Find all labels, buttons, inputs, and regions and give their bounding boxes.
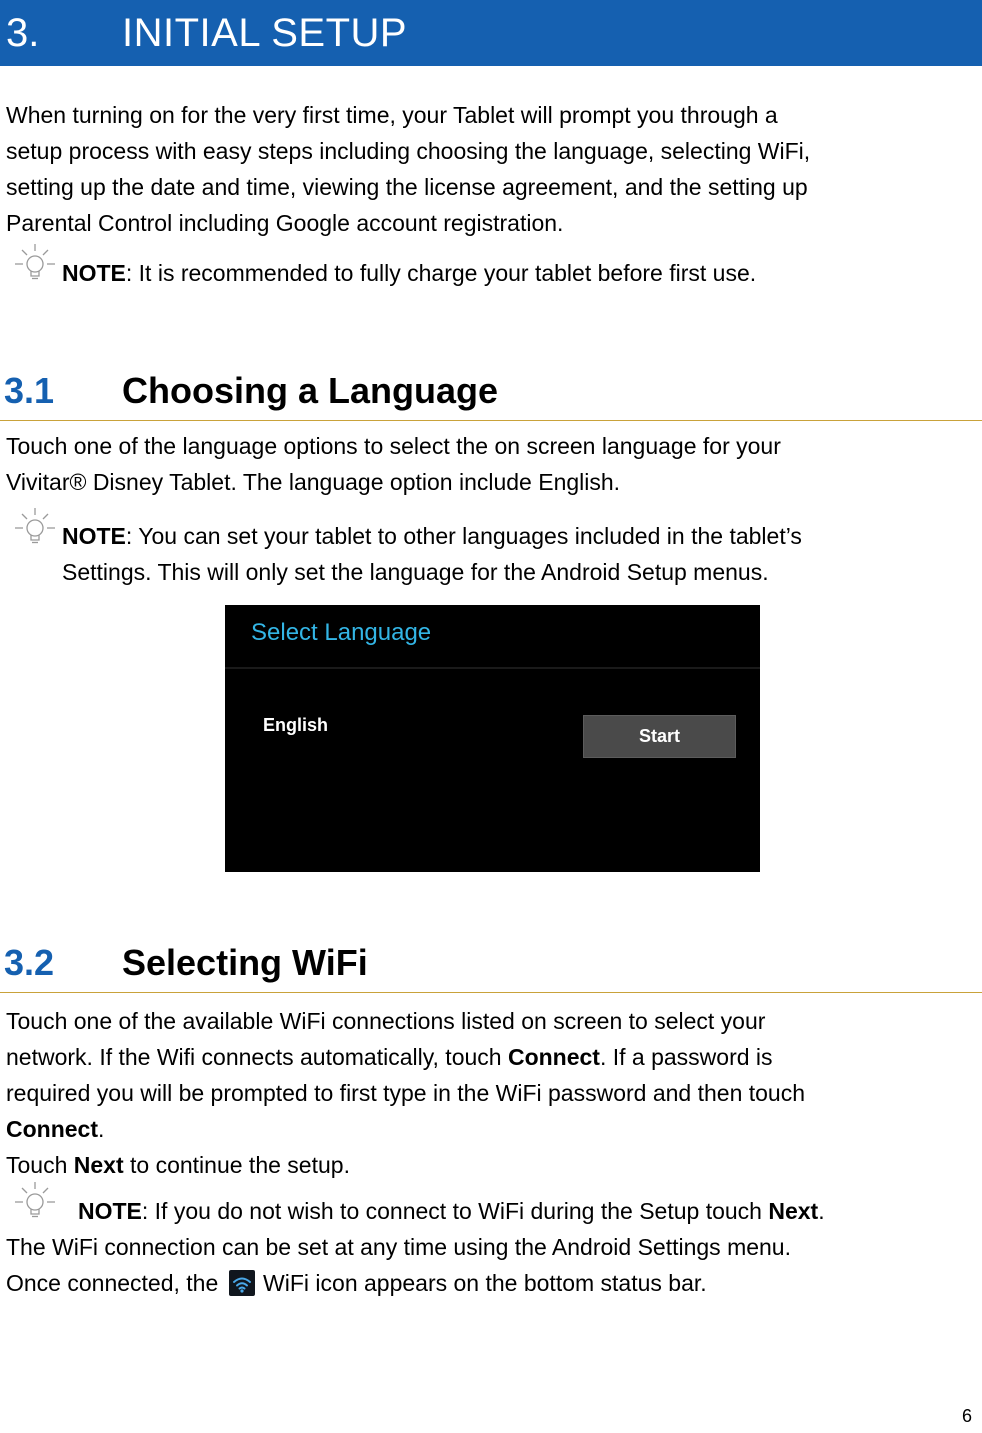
language-option-english[interactable]: English xyxy=(263,715,329,735)
connect-keyword: Connect xyxy=(507,1044,600,1070)
wifi-text: . xyxy=(98,1116,105,1142)
note-charge xyxy=(62,255,756,291)
intro-paragraph xyxy=(6,97,971,241)
wifi-text: Once connected, the xyxy=(6,1270,225,1296)
note-text: : It is recommended to fully charge your tablet before first use. xyxy=(125,260,757,286)
wifi-text: Touch xyxy=(6,1152,74,1178)
wifi-paragraph xyxy=(6,1003,971,1183)
chapter-banner xyxy=(0,0,982,66)
lightbulb-icon xyxy=(12,1180,58,1220)
next-keyword: Next xyxy=(73,1152,124,1178)
lightbulb-icon xyxy=(12,242,58,282)
wifi-followup xyxy=(6,1229,971,1301)
note-label: NOTE xyxy=(62,523,126,549)
note-line xyxy=(62,518,802,554)
wifi-text: to continue the setup. xyxy=(123,1152,350,1178)
intro-line: setting up the date and time, viewing the license agreement, and the setting up xyxy=(6,174,808,200)
section-number: 3.1 xyxy=(4,370,55,411)
wifi-text: . If a password is xyxy=(599,1044,773,1070)
wifi-text: network. If the Wifi connects automatically, touch xyxy=(6,1044,508,1070)
screenshot-divider xyxy=(225,667,760,669)
page-number: 6 xyxy=(962,1406,973,1426)
next-keyword: Next xyxy=(768,1198,819,1224)
lightbulb-icon xyxy=(12,506,58,546)
intro-line: Parental Control including Google account registration. xyxy=(6,210,564,236)
wifi-line xyxy=(6,1265,971,1301)
language-paragraph xyxy=(6,428,971,500)
intro-line: setup process with easy steps including choosing the language, selecting WiFi, xyxy=(6,138,811,164)
wifi-line: The WiFi connection can be set at any time using the Android Settings menu. xyxy=(6,1234,791,1260)
wifi-line: required you will be prompted to first type in the WiFi password and then touch xyxy=(6,1080,806,1106)
wifi-line xyxy=(6,1111,971,1147)
wifi-line: Touch one of the available WiFi connections listed on screen to select your xyxy=(6,1008,766,1034)
language-line: Touch one of the language options to select the on screen language for your xyxy=(6,433,781,459)
section-heading-language xyxy=(0,368,982,421)
chapter-title: INITIAL SETUP xyxy=(122,11,408,55)
language-line: Vivitar® Disney Tablet. The language option include English. xyxy=(6,469,621,495)
wifi-line xyxy=(6,1039,971,1075)
section-heading-wifi xyxy=(0,940,982,993)
select-language-screenshot xyxy=(225,605,760,872)
screenshot-title: Select Language xyxy=(251,619,432,646)
start-button[interactable]: Start xyxy=(583,715,736,758)
section-title: Selecting WiFi xyxy=(122,942,368,983)
note-languages xyxy=(62,518,802,590)
note-text: : You can set your tablet to other languages included in the tablet’s xyxy=(125,523,802,549)
section-title: Choosing a Language xyxy=(122,370,499,411)
wifi-text: WiFi icon appears on the bottom status bar. xyxy=(256,1270,707,1296)
chapter-number: 3. xyxy=(6,11,40,55)
note-label: NOTE xyxy=(62,260,126,286)
wifi-icon xyxy=(229,1270,255,1296)
section-number: 3.2 xyxy=(4,942,55,983)
note-line: Settings. This will only set the language for the Android Setup menus. xyxy=(62,559,769,585)
note-text: . xyxy=(818,1198,825,1224)
wifi-line xyxy=(6,1147,971,1183)
note-wifi xyxy=(78,1193,825,1229)
note-text: : If you do not wish to connect to WiFi during the Setup touch xyxy=(141,1198,769,1224)
note-label: NOTE xyxy=(78,1198,142,1224)
connect-keyword: Connect xyxy=(6,1116,98,1142)
intro-line: When turning on for the very first time, your Tablet will prompt you through a xyxy=(6,102,778,128)
